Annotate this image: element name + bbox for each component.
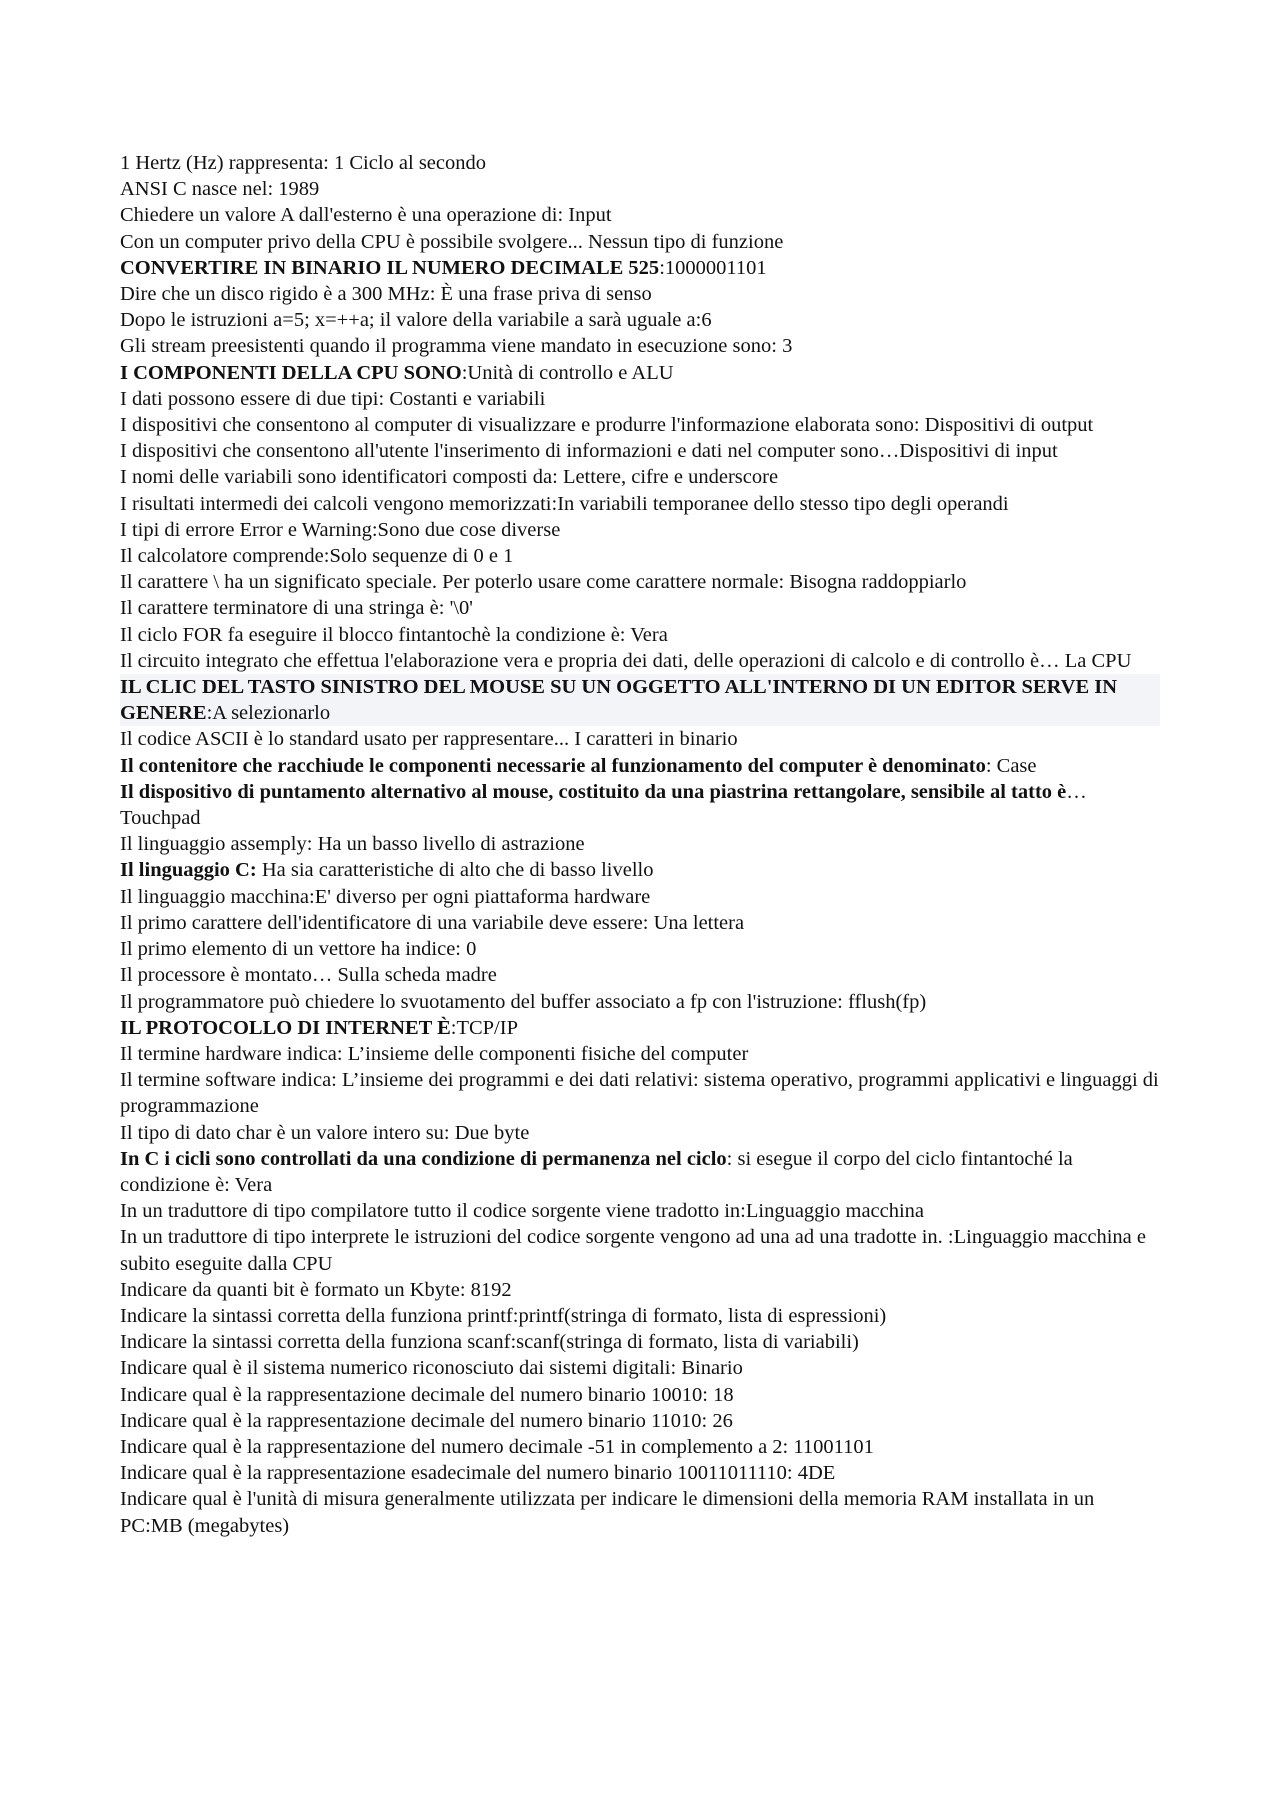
question-text: I tipi di errore Error e Warning: [120, 518, 378, 541]
question-text: Il linguaggio assemply: [120, 833, 313, 856]
qa-line [120, 281, 1160, 307]
question-text: I COMPONENTI DELLA CPU SONO [120, 361, 462, 384]
question-text: Il carattere \ ha un significato speciale. Per poterlo usare come carattere normale: [120, 571, 785, 594]
question-text: In C i cicli sono controllati da una condizione di permanenza nel ciclo [120, 1147, 727, 1170]
qa-line [120, 1041, 1160, 1067]
qa-line [120, 1329, 1160, 1355]
answer-text: I caratteri in binario [569, 728, 738, 751]
answer-text: …Touchpad [120, 780, 1087, 830]
question-text: IL CLIC DEL TASTO SINISTRO DEL MOUSE SU UN OGGETTO ALL'INTERNO DI UN EDITOR SERVE IN GENERE [120, 676, 1118, 725]
qa-line [120, 936, 1160, 962]
question-text: Gli stream preesistenti quando il programma viene mandato in esecuzione sono: [120, 335, 777, 358]
question-text: 1 Hertz (Hz) rappresenta: [120, 152, 329, 174]
answer-text: 0 [461, 938, 477, 961]
question-text: I dispositivi che consentono al computer di visualizzare e produrre l'informazione elaborata sono: [120, 414, 920, 437]
qa-line [120, 255, 1160, 281]
answer-text: 4DE [792, 1462, 836, 1485]
answer-text: 18 [707, 1383, 734, 1406]
qa-line [120, 438, 1160, 464]
qa-line [120, 386, 1160, 412]
question-text: Il codice ASCII è lo standard usato per rappresentare... [120, 728, 570, 751]
answer-text: 6 [701, 309, 712, 332]
question-text: Il tipo di dato char è un valore intero su: [120, 1121, 450, 1144]
qa-line [120, 1355, 1160, 1381]
question-text: ANSI C nasce nel: [120, 178, 274, 201]
answer-text: La CPU [1059, 649, 1132, 672]
answer-text: :1000001101 [659, 256, 767, 279]
question-text: Il calcolatore comprende: [120, 545, 330, 568]
answer-text: È una frase priva di senso [435, 283, 652, 306]
qa-line [120, 674, 1160, 726]
question-text: Il linguaggio macchina: [120, 885, 315, 908]
question-text: Indicare qual è la rappresentazione del numero decimale -51 in complemento a 2: [120, 1435, 789, 1458]
answer-text: L’insieme dei programmi e dei dati relativi: sistema operativo, programmi applicativi e linguaggi di programmazione [120, 1069, 1159, 1118]
answer-text: fflush(fp) [842, 990, 927, 1013]
question-text: Il termine software indica: [120, 1069, 337, 1092]
question-text: Indicare qual è la rappresentazione esadecimale del numero binario 10011011110: [120, 1462, 793, 1485]
qa-line [120, 1120, 1160, 1146]
answer-text: Due byte [449, 1121, 530, 1144]
question-text: Indicare qual è la rappresentazione decimale del numero binario 11010: [120, 1409, 708, 1432]
qa-line [120, 1408, 1160, 1434]
qa-line [120, 962, 1160, 988]
question-text: Il ciclo FOR fa eseguire il blocco fintantochè la condizione è: [120, 623, 626, 646]
qa-line [120, 910, 1160, 936]
qa-line [120, 1434, 1160, 1460]
qa-line [120, 595, 1160, 621]
qa-line [120, 491, 1160, 517]
qa-line [120, 150, 1160, 176]
answer-text: Lettere, cifre e underscore [557, 466, 779, 489]
qa-line [120, 543, 1160, 569]
question-text: In un traduttore di tipo interprete le istruzioni del codice sorgente vengono ad una ad una tradotte in. : [120, 1226, 954, 1249]
question-text: I risultati intermedi dei calcoli vengono memorizzati: [120, 492, 558, 515]
qa-line [120, 884, 1160, 910]
answer-text: Una lettera [648, 911, 745, 934]
answer-text: Sono due cose diverse [377, 518, 561, 541]
answer-text: Nessun tipo di funzione [582, 230, 784, 253]
answer-text: scanf(stringa di formato, lista di variabili) [516, 1331, 859, 1354]
qa-line [120, 229, 1160, 255]
question-text: Indicare qual è il sistema numerico riconosciuto dai sistemi digitali: [120, 1357, 677, 1380]
answer-text: :TCP/IP [450, 1016, 518, 1039]
answer-text: '\0' [444, 597, 473, 620]
question-text: In un traduttore di tipo compilatore tutto il codice sorgente viene tradotto in: [120, 1200, 746, 1223]
answer-text: Costanti e variabili [384, 387, 546, 410]
answer-text: Solo sequenze di 0 e 1 [329, 545, 514, 568]
question-text: Indicare qual è la rappresentazione decimale del numero binario 10010: [120, 1383, 708, 1406]
answer-text: E' diverso per ogni piattaforma hardware [314, 885, 651, 908]
qa-line [120, 1067, 1160, 1119]
qa-line [120, 307, 1160, 333]
answer-text: 1989 [273, 178, 320, 201]
answer-text: : Case [985, 754, 1037, 777]
answer-text: Linguaggio macchina e subito eseguite dalla CPU [120, 1226, 1147, 1275]
question-text: Dopo le istruzioni a=5; x=++a; il valore della variabile a sarà uguale a: [120, 309, 702, 332]
question-text: Il programmatore può chiedere lo svuotamento del buffer associato a fp con l'istruzione: [120, 990, 843, 1013]
qa-line [120, 569, 1160, 595]
qa-line [120, 989, 1160, 1015]
qa-line [120, 202, 1160, 228]
question-text: Il dispositivo di puntamento alternativo al mouse, costituito da una piastrina rettangolare, sensibile al tatto è [120, 780, 1067, 803]
question-text: I dispositivi che consentono all'utente l'inserimento di informazioni e dati nel computer sono… [120, 440, 900, 463]
qa-line [120, 1486, 1160, 1538]
answer-text: 26 [707, 1409, 733, 1432]
answer-text: printf(stringa di formato, lista di espressioni) [518, 1304, 887, 1327]
qa-line [120, 517, 1160, 543]
qa-line [120, 1015, 1160, 1041]
question-text: Il carattere terminatore di una stringa è: [120, 597, 445, 620]
qa-line [120, 648, 1160, 674]
answer-text: L’insieme delle componenti fisiche del computer [342, 1042, 749, 1065]
answer-text: 1 Ciclo al secondo [328, 152, 487, 174]
question-text: IL PROTOCOLLO DI INTERNET È [120, 1016, 451, 1039]
question-text: Il termine hardware indica: [120, 1042, 343, 1065]
answer-text: In variabili temporanee dello stesso tipo degli operandi [557, 492, 1009, 515]
qa-line [120, 412, 1160, 438]
answer-text: 8192 [465, 1278, 512, 1301]
qa-list [120, 150, 1160, 1539]
question-text: I dati possono essere di due tipi: [120, 387, 385, 410]
qa-line [120, 464, 1160, 490]
qa-line [120, 333, 1160, 359]
answer-text: Dispositivi di input [899, 440, 1058, 463]
answer-text: Sulla scheda madre [332, 964, 497, 987]
question-text: Indicare da quanti bit è formato un Kbyte: [120, 1278, 466, 1301]
qa-line [120, 1277, 1160, 1303]
qa-line [120, 1198, 1160, 1224]
answer-text: 3 [776, 335, 793, 358]
answer-text: Ha sia caratteristiche di alto che di basso livello [256, 859, 654, 882]
answer-text: Vera [625, 623, 668, 646]
question-text: Il processore è montato… [120, 964, 333, 987]
qa-line [120, 857, 1160, 883]
question-text: Il contenitore che racchiude le componenti necessarie al funzionamento del computer è denominato [120, 754, 986, 777]
answer-text: :A selezionarlo [206, 702, 331, 725]
question-text: Il linguaggio C: [120, 859, 257, 882]
qa-line [120, 779, 1160, 831]
qa-line [120, 753, 1160, 779]
answer-text: Binario [676, 1357, 743, 1380]
answer-text: Dispositivi di output [919, 414, 1094, 437]
question-text: Indicare la sintassi corretta della funziona printf: [120, 1304, 519, 1327]
question-text: Dire che un disco rigido è a 300 MHz: [120, 283, 436, 306]
question-text: I nomi delle variabili sono identificatori composti da: [120, 466, 558, 489]
qa-line [120, 360, 1160, 386]
qa-line [120, 176, 1160, 202]
answer-text: Linguaggio macchina [745, 1200, 925, 1223]
qa-line [120, 1224, 1160, 1276]
answer-text: Bisogna raddoppiarlo [784, 571, 967, 594]
qa-line [120, 1460, 1160, 1486]
qa-line [120, 1146, 1160, 1198]
answer-text: 11001101 [788, 1435, 874, 1458]
qa-line [120, 831, 1160, 857]
qa-line [120, 1382, 1160, 1408]
answer-text: MB (megabytes) [150, 1514, 290, 1537]
question-text: Il primo elemento di un vettore ha indice: [120, 938, 461, 961]
answer-text: Input [563, 204, 612, 227]
answer-text: :Unità di controllo e ALU [461, 361, 674, 384]
question-text: Il primo carattere dell'identificatore di una variabile deve essere: [120, 911, 649, 934]
question-text: Il circuito integrato che effettua l'elaborazione vera e propria dei dati, delle operazioni di calcolo e di controllo è… [120, 649, 1060, 672]
answer-text: : si esegue il corpo del ciclo fintantoché la condizione è: Vera [120, 1147, 1073, 1196]
question-text: Indicare la sintassi corretta della funziona scanf: [120, 1331, 517, 1354]
question-text: Con un computer privo della CPU è possibile svolgere... [120, 230, 583, 253]
qa-line [120, 1303, 1160, 1329]
question-text: CONVERTIRE IN BINARIO IL NUMERO DECIMALE 525 [120, 256, 660, 279]
answer-text: Ha un basso livello di astrazione [312, 833, 585, 856]
qa-line [120, 726, 1160, 752]
question-text: Chiedere un valore A dall'esterno è una operazione di: [120, 204, 564, 227]
question-text: Indicare qual è l'unità di misura generalmente utilizzata per indicare le dimensioni della memoria RAM installata in un PC: [120, 1488, 1095, 1537]
qa-line [120, 622, 1160, 648]
